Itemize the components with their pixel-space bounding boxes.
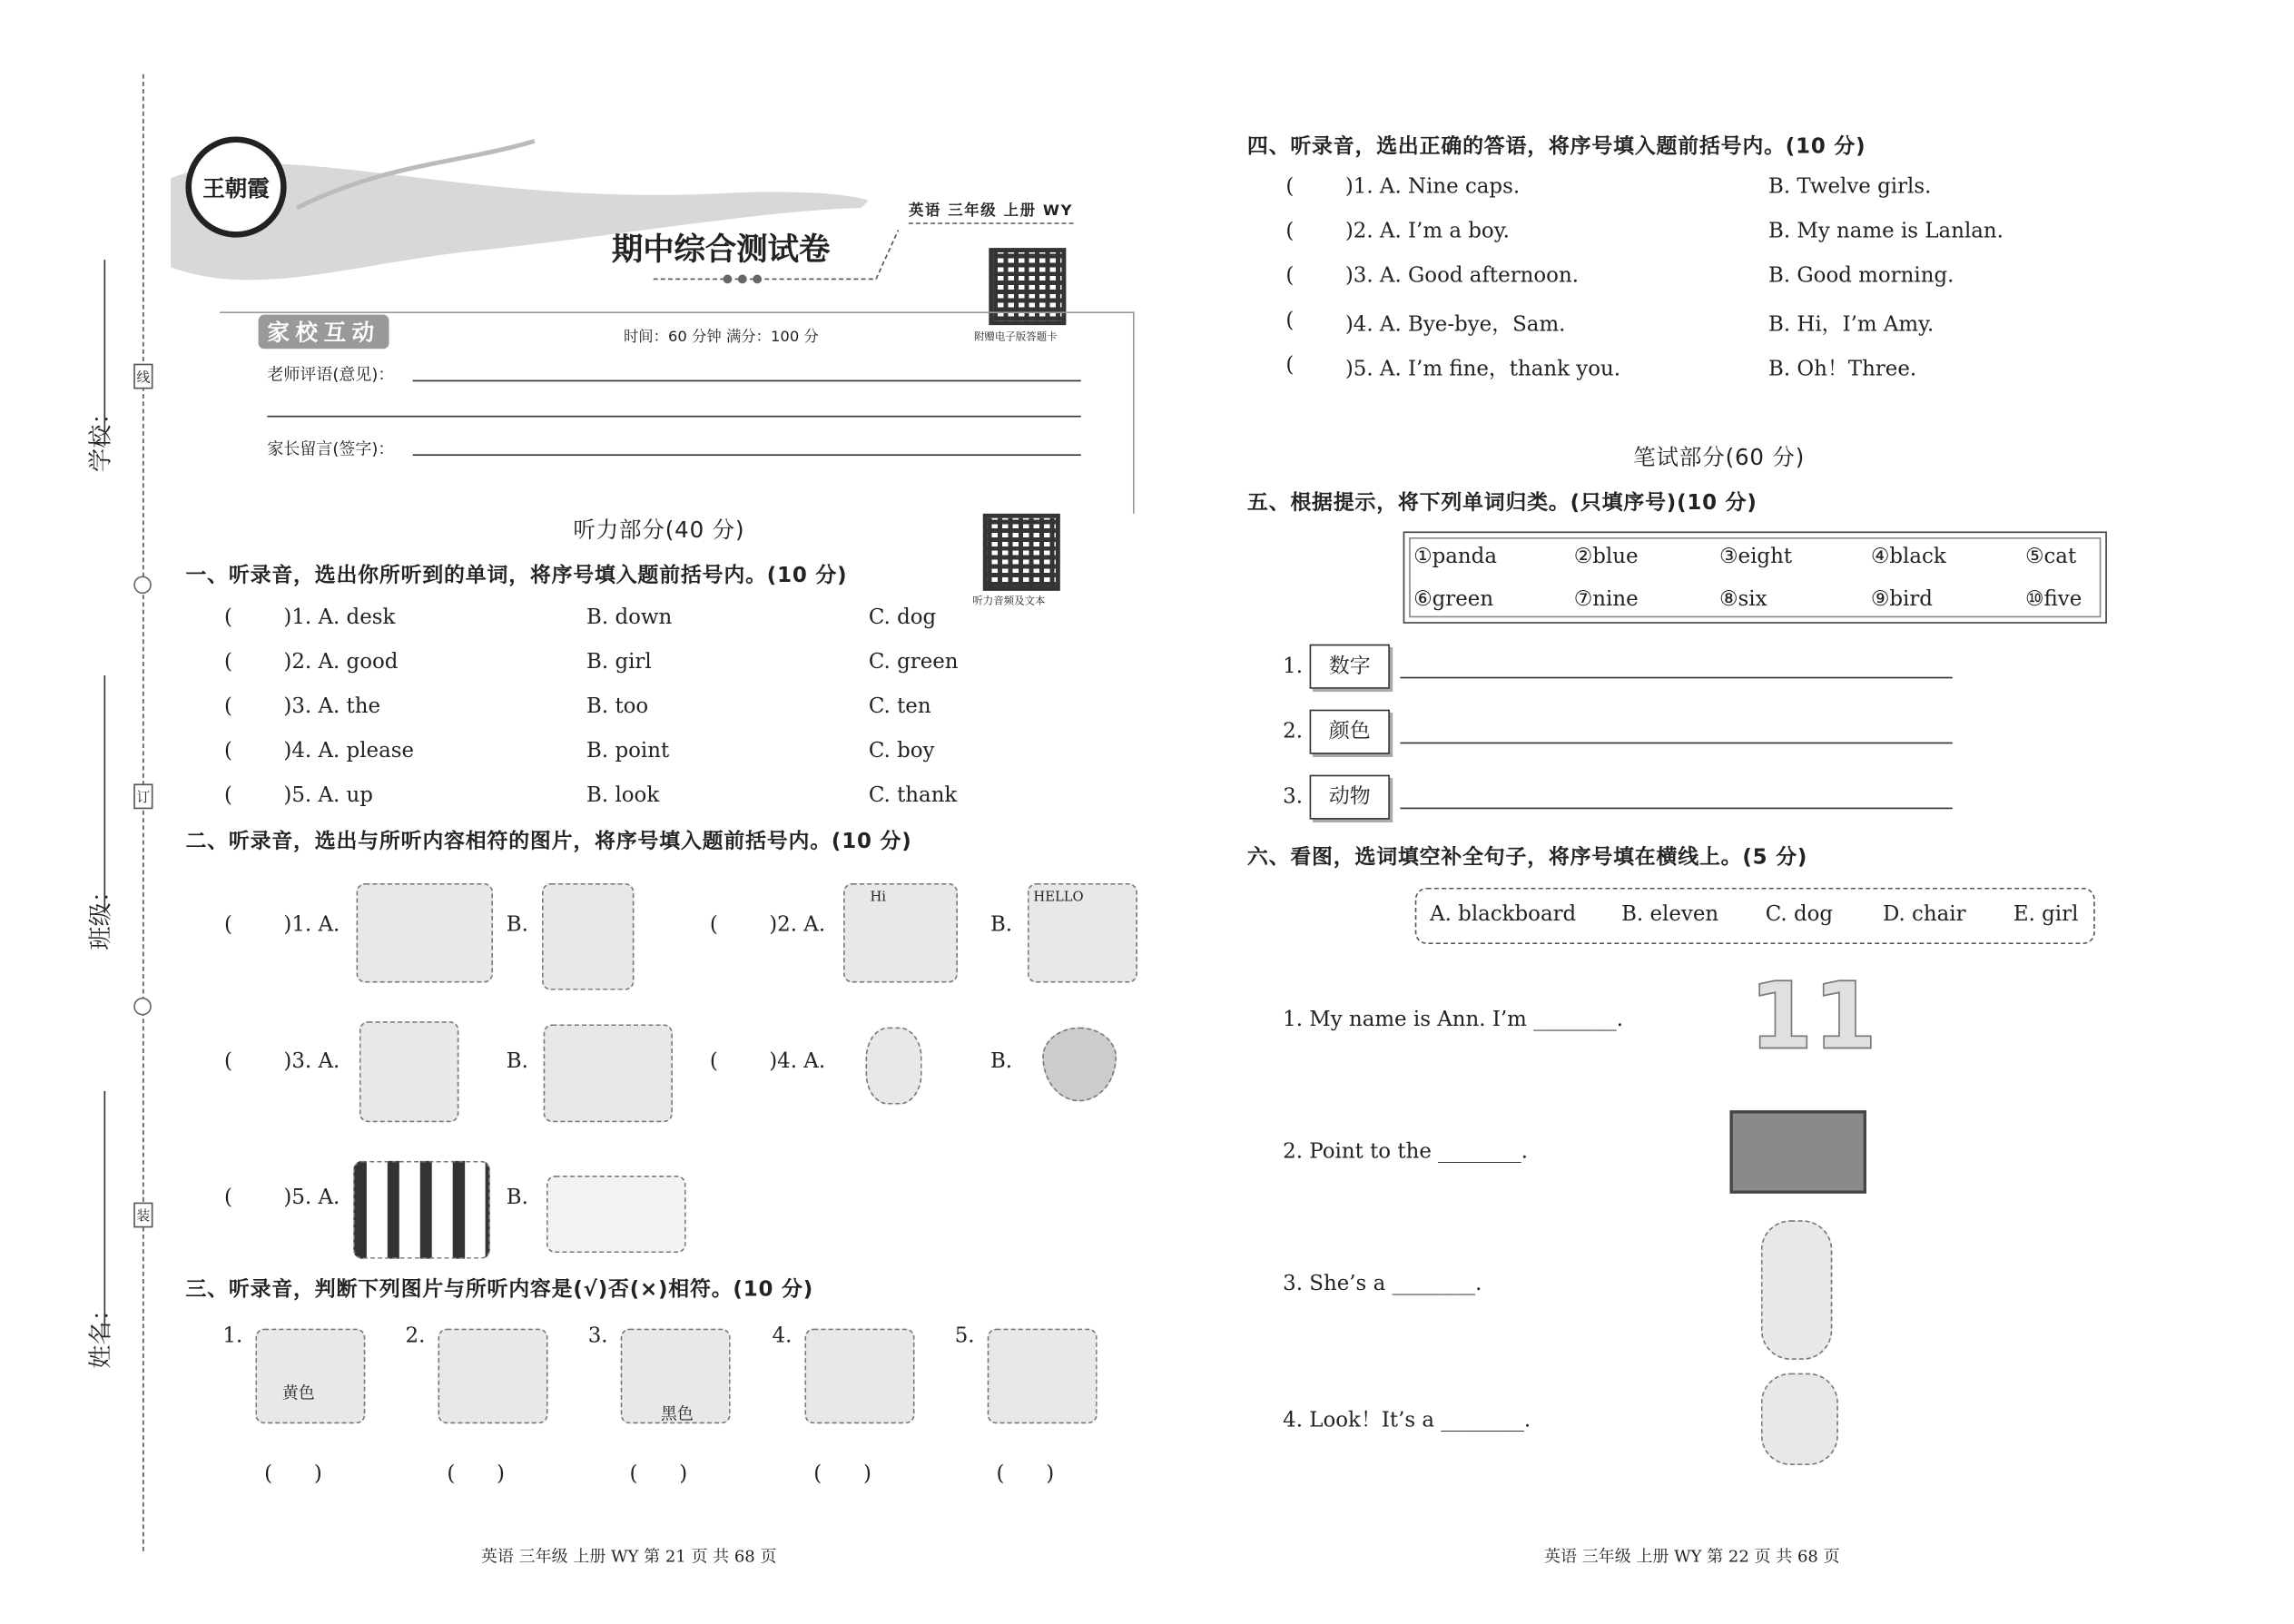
answer-paren[interactable]: ( [223,650,232,674]
word-item: ⑦nine [1573,587,1639,612]
category-answer-line[interactable] [1400,677,1952,679]
option-c: C. boy [868,739,935,763]
picture-birds [546,1176,686,1253]
option-c: C. thank [868,783,958,808]
subject-badge: 英语 三年级 上册 WY [909,197,1073,223]
answer-paren[interactable]: ( [223,739,232,763]
logo-text: 王朝霞 [202,174,270,202]
option-word: A. blackboard [1430,902,1577,927]
option-b-label: B. [506,912,528,937]
word-item: ⑤cat [2024,545,2077,569]
option-b: B. Good morning. [1767,264,1954,289]
fill-sentence[interactable]: 3. She’s a ________. [1283,1272,1482,1296]
answer-paren[interactable]: ( [709,912,718,937]
section-4-title: 四、听录音，选出正确的答语，将序号填入题前括号内。(10 分) [1246,134,1866,159]
binding-dotted-line [143,74,144,1551]
judge-picture [438,1329,548,1424]
category-number: 3. [1283,785,1304,810]
word-item: ①panda [1413,545,1497,569]
answer-paren[interactable]: ( [1285,353,1295,378]
picture-blackboard [1729,1110,1866,1194]
footer-right: 英语 三年级 上册 WY 第 22 页 共 68 页 [1544,1546,1840,1567]
item-number: 3. [587,1324,608,1348]
pic-black-label: 黑色 [660,1403,694,1424]
option-word: E. girl [2013,902,2079,927]
q-label: )5. A. [283,1186,340,1210]
answer-paren[interactable]: ( [223,912,232,937]
teacher-comment-label: 老师评语(意见)： [267,365,395,385]
pic-eleven: 11 [1748,961,1877,1071]
item-number: 4. [772,1324,793,1348]
option-word: B. eleven [1621,902,1719,927]
title-decoration [654,222,906,290]
category-answer-line[interactable] [1400,743,1952,744]
school-field[interactable] [103,260,105,445]
school-label: 学校： [85,400,114,473]
picture-teacher-hi [843,883,958,983]
judge-picture [804,1329,914,1424]
section-3-title: 三、听录音，判断下列图片与所听内容是(√)否(×)相符。(10 分) [185,1277,814,1303]
section-5-title: 五、根据提示，将下列单词归类。(只填序号)(10 分) [1246,491,1757,516]
q-label: )3. A. [283,1049,340,1074]
item-number: 1. [222,1324,243,1348]
binding-mark: 线 [133,364,153,389]
option-c: C. dog [868,605,937,630]
option-word: D. chair [1882,902,1966,927]
item-number: 5. [954,1324,975,1348]
option-c: C. green [868,650,959,674]
option-word: C. dog [1765,902,1834,927]
picture-boys-talking [542,883,634,990]
answer-paren[interactable]: ( [709,1049,718,1074]
time-score: 时间：60 分钟 满分：100 分 [623,330,819,347]
category-label: 数字 [1310,645,1390,689]
word-item: ②blue [1573,545,1639,569]
class-field[interactable] [103,675,105,913]
word-item: ③eight [1719,545,1793,569]
answer-paren[interactable]: ( [223,694,232,719]
category-label: 动物 [1310,775,1390,820]
option-b: B. Hi，I’m Amy. [1767,313,1935,338]
option-a: )5. A. up [283,783,373,808]
option-b: B. down [586,605,673,630]
category-answer-line[interactable] [1400,808,1952,810]
picture-girl [1761,1220,1833,1360]
parent-comment-line[interactable] [413,454,1081,456]
option-b: B. My name is Lanlan. [1767,220,2004,244]
judge-paren[interactable]: ( ) [629,1462,688,1486]
judge-picture [255,1329,365,1424]
answer-paren[interactable]: ( [223,1186,232,1210]
q-label: )1. A. [283,912,340,937]
option-b-label: B. [989,1049,1013,1074]
category-number: 1. [1283,655,1304,679]
option-a: )3. A. the [283,694,381,719]
judge-paren[interactable]: ( ) [264,1462,322,1486]
word-item: ⑩five [2024,587,2082,612]
logo-seal [185,136,286,237]
class-label: 班级： [85,879,114,950]
item-number: 2. [405,1324,426,1348]
teacher-comment-line[interactable] [413,380,1081,382]
answer-paren[interactable]: ( [223,1049,232,1074]
option-c: C. ten [868,694,931,719]
binding-circle [133,998,152,1016]
fill-sentence[interactable]: 1. My name is Ann. I’m ________. [1283,1008,1624,1032]
picture-boy-desk [544,1024,673,1122]
name-field[interactable] [103,1091,105,1336]
picture-boy-door [359,1021,459,1122]
option-a: )2. A. good [283,650,399,674]
option-b: B. too [586,694,649,719]
pic-yellow-label: 黄色 [281,1383,315,1403]
option-b-label: B. [989,912,1013,937]
pic-hi-text: Hi [870,891,887,906]
judge-picture [988,1329,1098,1424]
answer-paren[interactable]: ( [223,783,232,808]
option-a: )3. A. Good afternoon. [1344,264,1580,289]
qr-caption: 听力音频及文本 [972,595,1046,607]
option-b: B. Oh！Three. [1767,358,1917,382]
family-school-label: 家校互动 [259,315,389,349]
word-item: ⑧six [1719,587,1767,612]
option-a: )4. A. please [283,739,415,763]
footer-left: 英语 三年级 上册 WY 第 21 页 共 68 页 [480,1546,777,1567]
option-b: B. point [586,739,670,763]
option-b: B. girl [586,650,652,674]
name-label: 姓名： [85,1297,114,1369]
option-b: B. Twelve girls. [1767,174,1932,200]
binding-mark: 装 [133,1203,153,1228]
picture-banana [866,1028,922,1105]
option-b-label: B. [506,1049,528,1074]
word-item: ④black [1870,545,1946,569]
word-item: ⑨bird [1870,587,1933,612]
answer-paren[interactable]: ( [223,605,232,630]
answer-paren[interactable]: ( [1285,309,1295,333]
pic-hello-text: HELLO [1033,891,1084,906]
picture-pandas [353,1161,489,1259]
parent-comment-label: 家长留言(签字)： [267,439,395,459]
teacher-comment-line-2[interactable] [267,416,1080,418]
q-label: )4. A. [769,1049,826,1074]
picture-dog [1761,1373,1838,1465]
q-label: )2. A. [769,912,826,937]
binding-mark: 订 [133,783,153,809]
judge-paren[interactable]: ( ) [996,1462,1055,1486]
option-b-label: B. [506,1186,528,1210]
written-title: 笔试部分(60 分) [1633,443,1806,471]
page-title: 期中综合测试卷 [611,231,831,268]
option-a: )1. A. desk [283,605,396,630]
section-2-title: 二、听录音，选出与所听内容相符的图片，将序号填入题前括号内。(10 分) [185,830,912,854]
answer-paren[interactable]: ( [1285,264,1295,289]
picture-strawberry [1042,1028,1117,1102]
answer-paren[interactable]: ( [1285,220,1295,244]
answer-paren[interactable]: ( [1285,174,1295,200]
qr-caption: 附赠电子版答题卡 [973,330,1058,343]
word-item: ⑥green [1413,587,1494,612]
option-a: )5. A. I’m fine，thank you. [1344,358,1621,382]
section-6-title: 六、看图，选词填空补全句子，将序号填在横线上。(5 分) [1246,846,1808,871]
option-b: B. look [586,783,660,808]
judge-paren[interactable]: ( ) [447,1462,506,1486]
picture-children-greeting [357,883,493,983]
option-a: )1. A. Nine caps. [1344,174,1521,200]
section-1-title: 一、听录音，选出你所听到的单词，将序号填入题前括号内。(10 分) [185,564,848,588]
listening-title: 听力部分(40 分) [573,517,745,544]
category-number: 2. [1283,720,1304,744]
judge-paren[interactable]: ( ) [813,1462,871,1486]
option-a: )2. A. I’m a boy. [1344,220,1510,244]
binding-circle [133,576,152,594]
fill-sentence[interactable]: 4. Look！It’s a ________. [1283,1408,1531,1433]
option-a: )4. A. Bye-bye，Sam. [1344,313,1566,338]
fill-sentence[interactable]: 2. Point to the ________. [1283,1139,1529,1165]
qr-code-audio[interactable] [983,514,1060,591]
category-label: 颜色 [1310,710,1390,754]
